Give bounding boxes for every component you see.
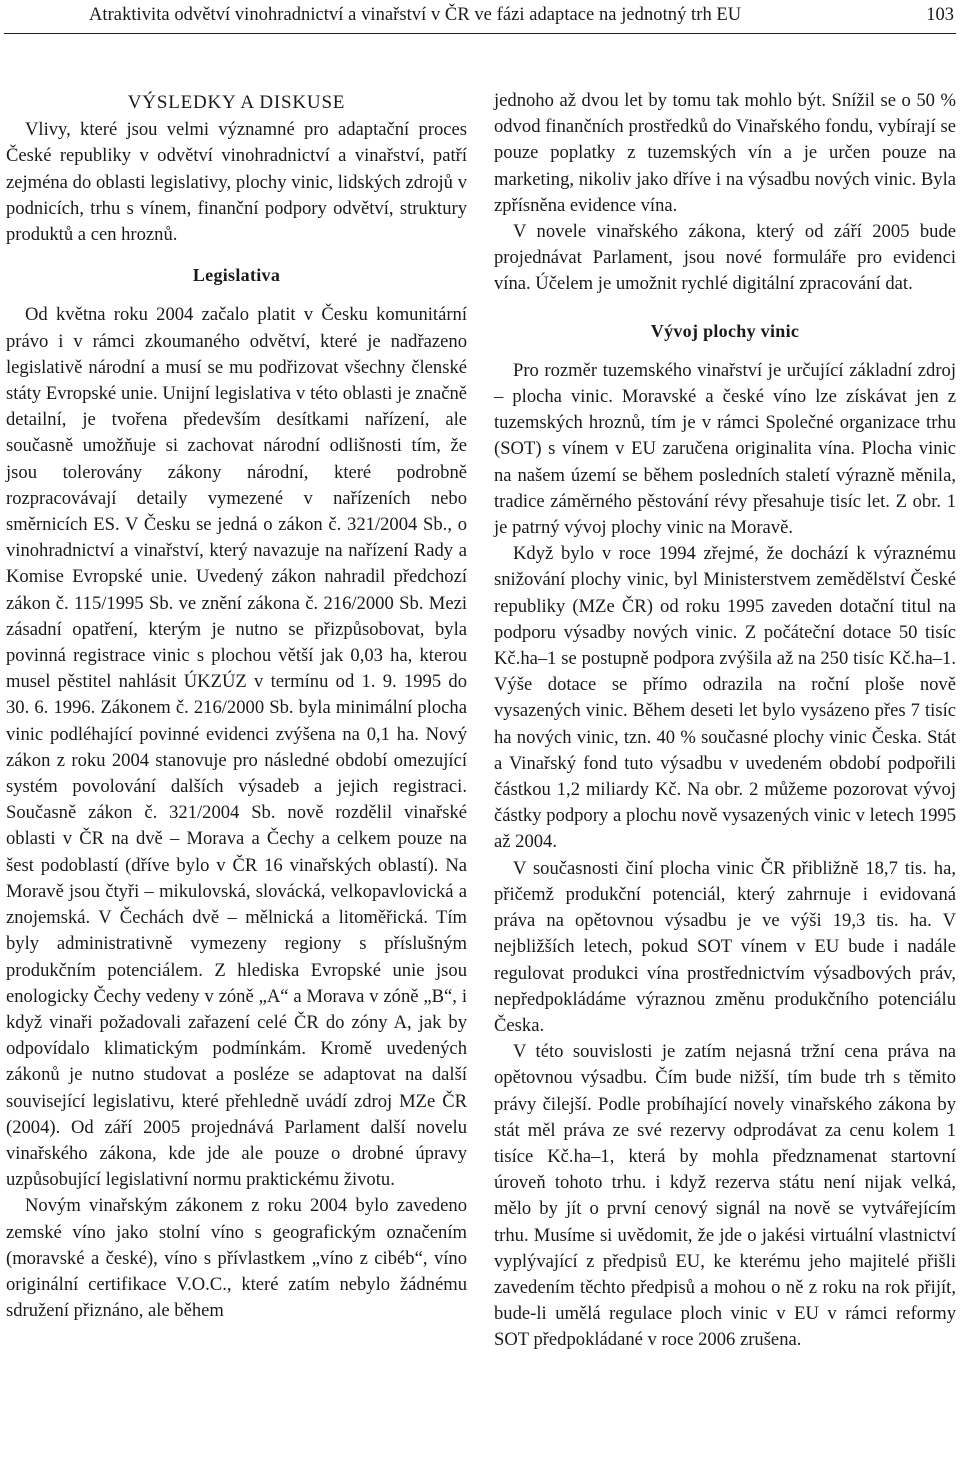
amendment-paragraph: V novele vinařského zákona, který od září 2005 bude projednávat Parlament, jsou nové formuláře pro evidenci vína. Účelem je umožnit rychlé digitální zpracování dat. bbox=[494, 221, 956, 295]
vineyard-area-paragraph: Pro rozměr tuzemského vinařství je určující základní zdroj – plocha vinic. Moravské a české víno lze získávat jen z tuzemských hroznů, tím je v rámci Společné organizace trhu (SOT) s vínem v EU zaručena originalita vína. Plocha vinic na našem území se během posledních staletí výrazně měnila, tradice záměrného pěstování révy přesahuje tisíc let. Z obr. 1 je patrný vývoj plochy vinic na Moravě. bbox=[494, 359, 956, 539]
header-rule bbox=[4, 33, 956, 34]
left-column bbox=[6, 90, 467, 1324]
running-title: Atraktivita odvětví vinohradnictví a vinařství v ČR ve fázi adaptace na jednotný trh EU bbox=[89, 5, 742, 25]
subheading-vyvoj-plochy: Vývoj plochy vinic bbox=[650, 320, 800, 341]
legislation-paragraph: Od května roku 2004 začalo platit v Česku komunitární právo i v rámci zkoumaného odvětví, které je nadřazeno legislativě národní a musí se mu podřizovat všechny členské státy Evropské unie. Unijní legislativa v této oblasti je značně detailní, je tvořena především desítkami nařízení, ale současně umožňuje si zachovat národní odlišnosti tím, že jsou tolerovány zákony národní, které podrobně rozpracovávají detaily vymezené v nařízeních nebo směrnicích ES. V Česku se jedná o zákon č. 321/2004 Sb., o vinohradnictví a vinařství, který navazuje na nařízení Rady a Komise Evropské unie. Uvedený zákon nahradil předchozí zákon č. 115/1995 Sb. ve znění zákona č. 216/2000 Sb. Mezi zásadní opatření, kterým je nutno se přizpůsobovat, byla povinná registrace vinic s plochou větší jak 0,03 ha, kterou musel pěstitel nahlásit ÚKZÚZ v termínu od 1. 9. 1995 do 30. 6. 1996. Zákonem č. 216/2000 Sb. byla minimální plocha vinic podléhající povinné evidenci zvýšena na 0,1 ha. Nový zákon z roku 2004 stanovuje pro následné období omezující systém povolování dalších výsadeb a jejich registraci. Současně zákon č. 321/2004 Sb. nově rozdělil vinařské oblasti v ČR na dvě – Morava a Čechy a celkem pouze na šest podoblastí (dříve bylo v ČR 16 vinařských oblastí). Na Moravě jsou čtyři – mikulovská, slovácká, velkopavlovická a znojemská. V Čechách dvě – mělnická a litoměřická. Tím byly administrativně vymezeny regiony s příslušným produkčním potenciálem. Z hlediska Evropské unie jsou enologicky Čechy vedeny v zóně „A“ a Morava v zóně „B“, i když vinaři požadovali zařazení celé ČR do zóny A, jak by odpovídalo klimatickým podmínkám. Kromě uvedených zákonů je nutno studovat a posléze se adaptovat na další související legislativu, které přehledně uvádí zdroj MZe ČR (2004). Od září 2005 projednává Parlament další novelu vinařského zákona, kde jde ale pouze o drobné úpravy uzpůsobující legislativní normu praktickému životu. bbox=[6, 304, 467, 1191]
subheading-legislativa: Legislativa bbox=[192, 265, 281, 286]
running-header bbox=[0, 0, 960, 34]
continued-paragraph: jednoho až dvou let by tomu tak mohlo být. Snížil se o 50 % odvod finančních prostředků do Vinařského fondu, vybírají se pouze poplatky z tuzemských vín a je určen pouze na marketing, nikoliv jako dříve i na výsadbu nových vinic. Byla zpřísněna evidence vína. bbox=[494, 90, 956, 216]
section-title: VÝSLEDKY A DISKUSE bbox=[127, 92, 346, 113]
intro-paragraph: Vlivy, které jsou velmi významné pro adaptační proces České republiky v odvětví vinohradnictví a vinařství, patří zejména do oblasti legislativy, plochy vinic, lidských zdrojů v podnicích, trhu s vínem, finanční podpory odvětví, struktury produktů a cen hroznů. bbox=[6, 119, 467, 246]
subsidy-paragraph: Když bylo v roce 1994 zřejmé, že dochází k výraznému snižování plochy vinic, byl Ministerstvem zemědělství České republiky (MZe ČR) od roku 1995 zaveden dotační titul na podporu výsadby nových vinic. Z počáteční dotace 50 tisíc Kč.ha–1 se postupně podpora zvýšila až na 250 tisíc Kč.ha–1. Výše dotace se přímo odrazila na roční ploše nově vysazených vinic. Během deseti let bylo vysázeno přes 7 tisíc ha nových vinic, tzn. 40 % současné plochy vinic Česka. Stát a Vinařský fond tuto výsadbu v uvedeném období podpořili částkou 1,2 miliardy Kč. Na obr. 2 můžeme pozorovat vývoj částky podpory a plochu nově vysazených vinic v letech 1995 až 2004. bbox=[494, 543, 956, 853]
page-number: 103 bbox=[926, 5, 954, 25]
right-column bbox=[494, 88, 956, 1354]
replanting-rights-paragraph: V této souvislosti je zatím nejasná tržní cena práva na opětovnou výsadbu. Čím bude nižší, tím bude trh s těmito právy čilejší. Podle probíhající novely vinařského zákona by stát měl práva ze své rezervy odprodávat za cenu kolem 1 tisíce Kč.ha–1, která by mohla předznamenat startovní úroveň tohoto trhu. i když rezerva státu není nijak velká, mělo by jít o první cenový signál na nově se vytvářejícím trhu. Musíme si uvědomit, že jde o jakési virtuální vlastnictví vyplývající z předpisů EU, ke kterému jeho majitelé přišli zavedením těchto předpisů a mohou o ně z roku na rok přijít, bude-li umělá regulace ploch vinic v EU v rámci reformy SOT předpokládané v roce 2006 zrušena. bbox=[494, 1041, 956, 1351]
new-wine-law-paragraph: Novým vinařským zákonem z roku 2004 bylo zavedeno zemské víno jako stolní víno s geografickým označením (moravské a české), víno s přívlastkem „víno z cibéb“, víno originální certifikace V.O.C., které zatím nebylo žádnému sdružení přiznáno, ale během bbox=[6, 1195, 467, 1322]
current-area-paragraph: V současnosti činí plocha vinic ČR přibližně 18,7 tis. ha, přičemž produkční potenciál, který zahrnuje i evidovaná práva na opětovnou výsadbu je ve výši 19,3 tis. ha. V nejbližších letech, pokud SOT vínem v EU bude i nadále regulovat produkci vína prostřednictvím výsadbových práv, nepředpokládáme výraznou změnu produkčního potenciálu Česka. bbox=[494, 857, 956, 1036]
